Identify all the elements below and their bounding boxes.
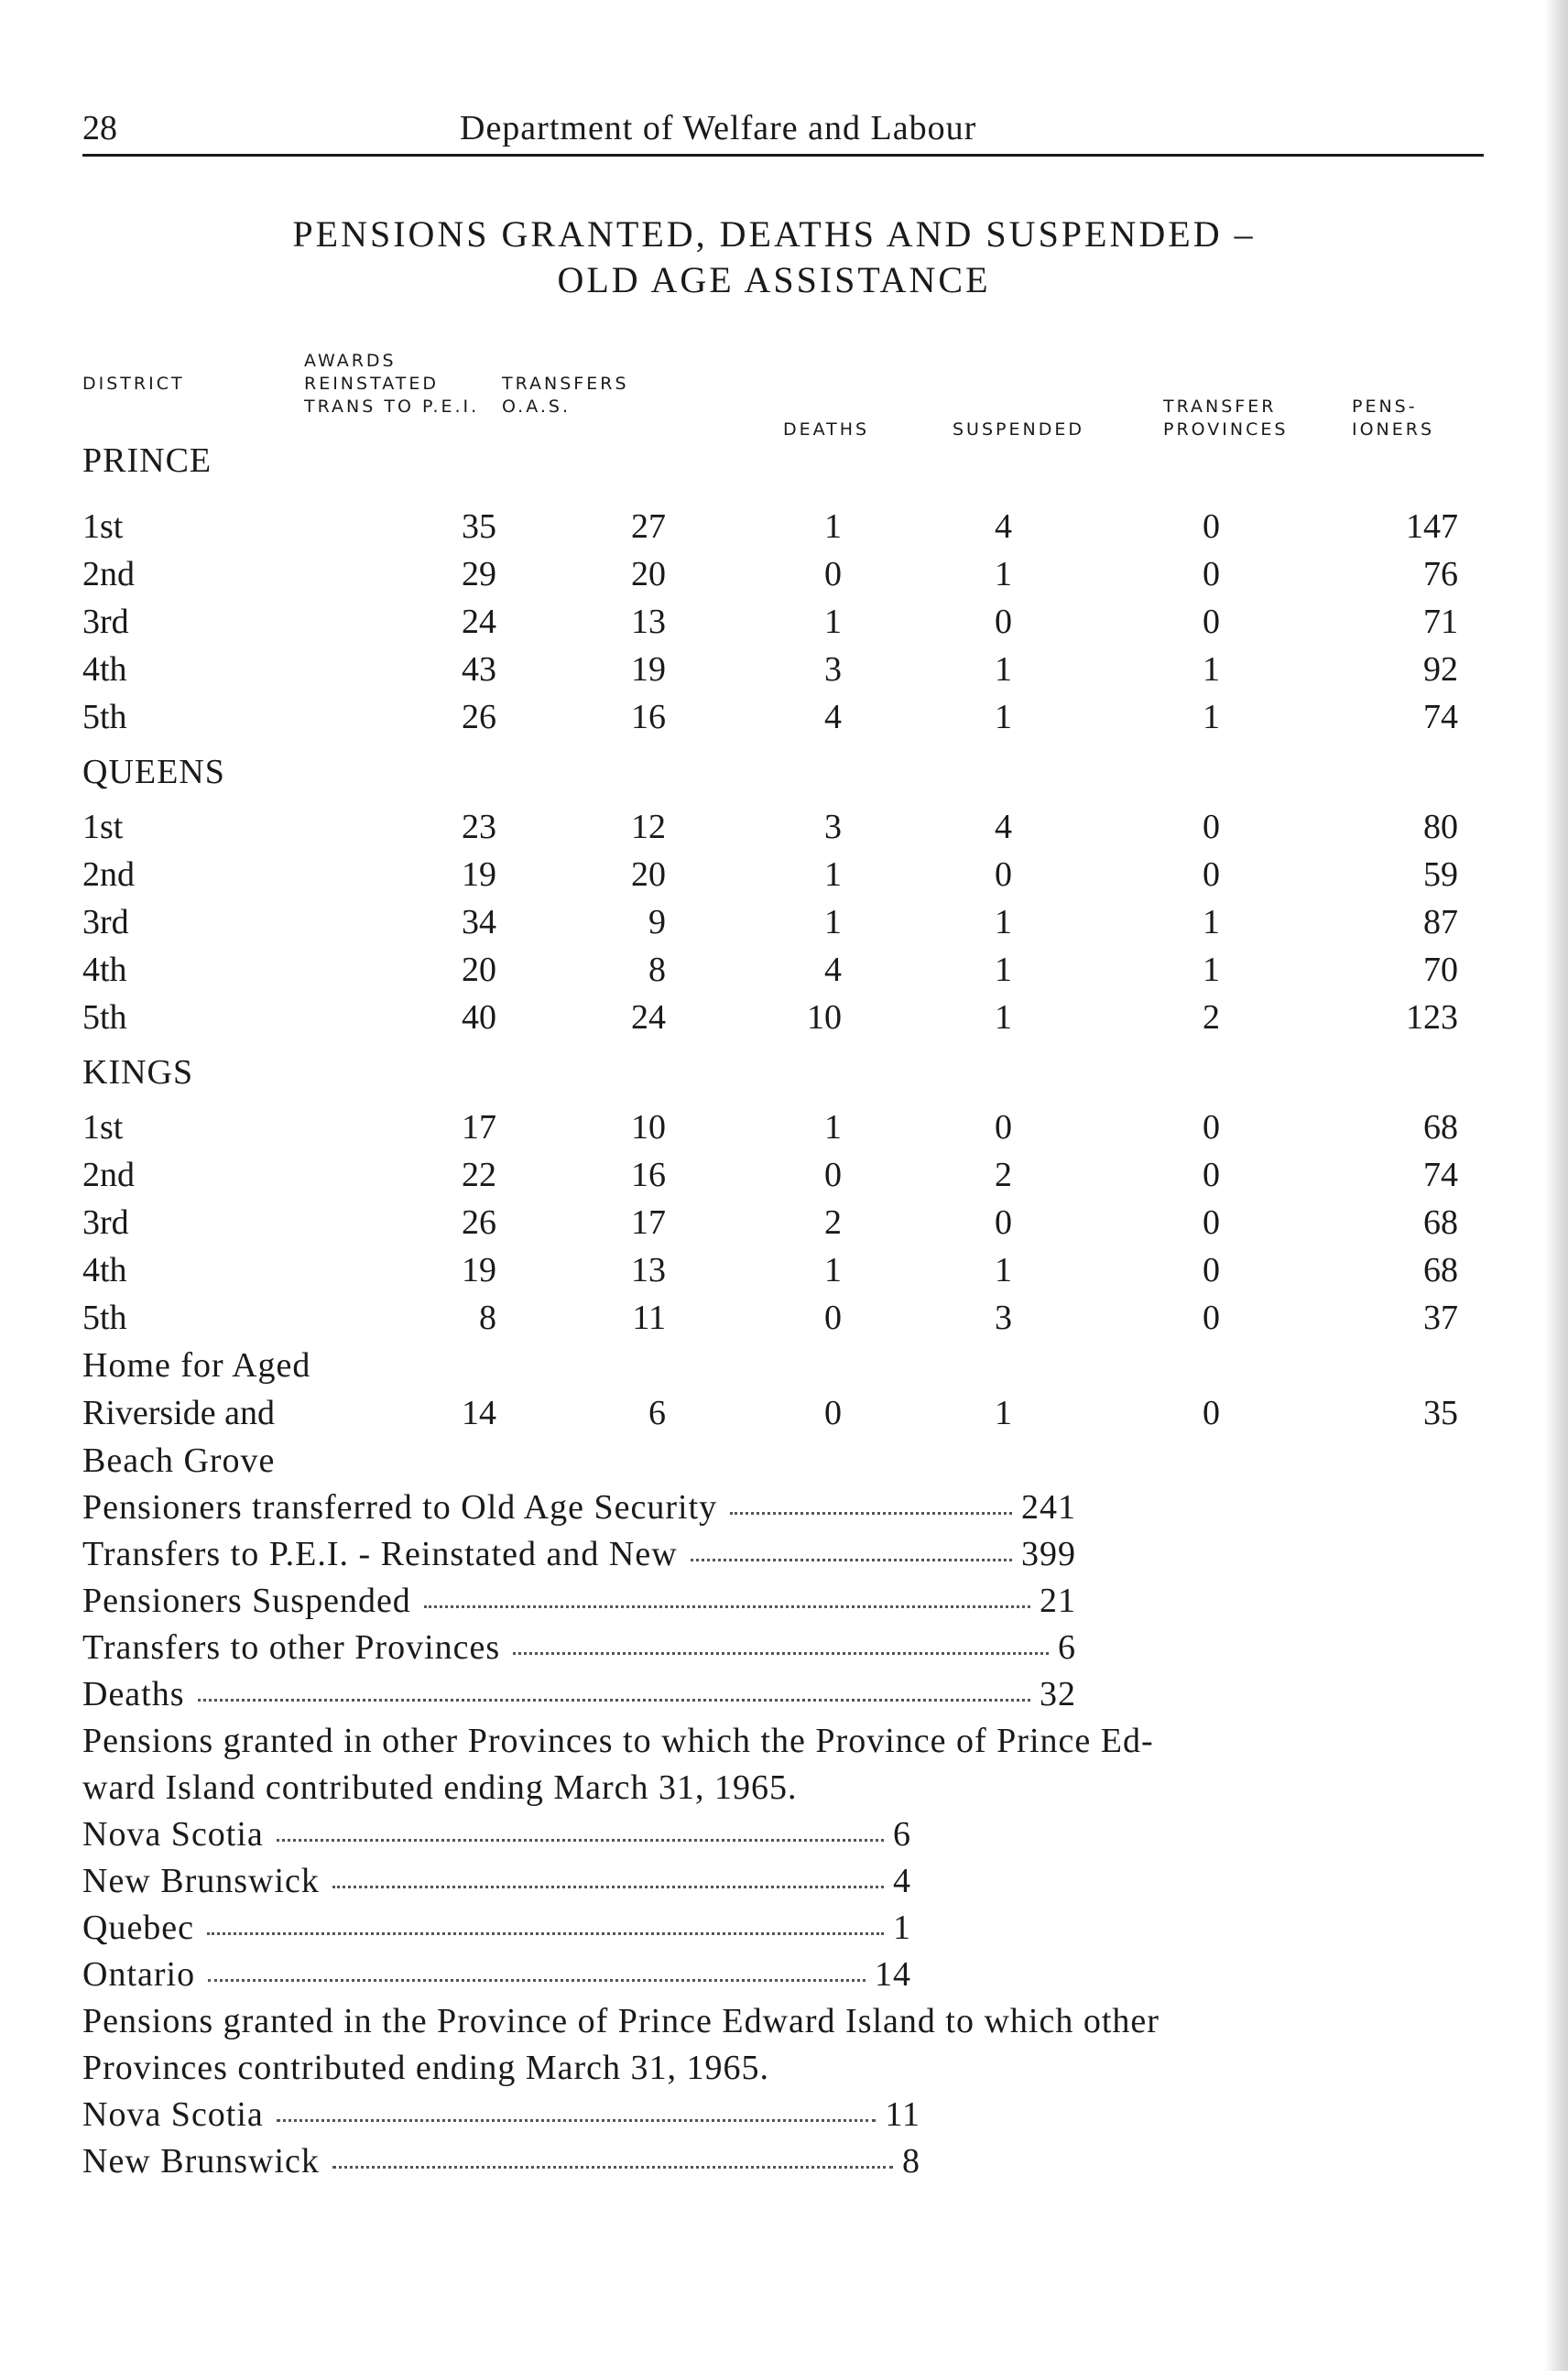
page-number: 28	[82, 109, 117, 147]
cell-transfer-provinces: 0	[1203, 1203, 1220, 1242]
cell-suspended: 1	[995, 1251, 1012, 1289]
table-row	[82, 1246, 1484, 1294]
cell-pensioners: 87	[1423, 903, 1458, 941]
cell-awards: 34	[462, 903, 496, 941]
list-item	[82, 1811, 1484, 1858]
list-item-value: 11	[885, 2095, 920, 2134]
cell-awards: 29	[462, 555, 496, 593]
table-row	[82, 803, 1484, 851]
cell-deaths: 0	[824, 1299, 842, 1337]
cell-district: 3rd	[82, 1203, 129, 1242]
list-item-value: 6	[893, 1815, 911, 1854]
cell-deaths: 0	[824, 555, 842, 593]
cell-deaths: 0	[824, 1156, 842, 1194]
list-item-label: Transfers to P.E.I. - Reinstated and New	[82, 1535, 678, 1573]
col-transfers-oas: TRANSFERS O.A.S.	[502, 374, 629, 417]
cell-transfers: 10	[631, 1108, 666, 1147]
list-item-value: 4	[893, 1862, 911, 1900]
cell-pensioners: 76	[1423, 555, 1458, 593]
cell-awards: 23	[462, 808, 496, 846]
section-heading: QUEENS	[82, 753, 225, 791]
cell-transfer-provinces: 0	[1203, 855, 1220, 894]
cell-awards: 19	[462, 1251, 496, 1289]
section-heading: PRINCE	[82, 441, 212, 480]
page-edge-shadow	[1544, 0, 1568, 2371]
pei-intro-line-2: Provinces contributed ending March 31, 1965.	[82, 2049, 770, 2087]
list-item-label: Quebec	[82, 1909, 195, 1947]
list-item	[82, 1531, 1484, 1578]
cell-district: 1st	[82, 808, 124, 846]
list-item	[82, 1485, 1484, 1531]
cell-suspended: 4	[995, 507, 1012, 546]
cell-deaths: 4	[824, 698, 842, 736]
cell-pensioners: 92	[1423, 650, 1458, 689]
cell-pensioners: 123	[1406, 998, 1458, 1037]
list-item	[82, 1858, 1484, 1905]
page-header	[82, 101, 1484, 157]
cell-awards: 14	[462, 1394, 496, 1432]
cell-district: 1st	[82, 507, 124, 546]
other-provinces-list	[82, 1811, 1484, 1998]
cell-district: 3rd	[82, 903, 129, 941]
cell-transfer-provinces: 2	[1203, 998, 1220, 1037]
cell-awards: 19	[462, 855, 496, 894]
cell-transfers: 27	[631, 507, 666, 546]
table-row	[82, 946, 1484, 994]
table-row	[82, 994, 1484, 1041]
running-title: Department of Welfare and Labour	[460, 109, 977, 147]
cell-district: 3rd	[82, 603, 129, 641]
cell-suspended: 1	[995, 555, 1012, 593]
cell-awards: 43	[462, 650, 496, 689]
col-pensioners: PENS- IONERS	[1352, 397, 1435, 440]
cell-awards: 40	[462, 998, 496, 1037]
list-item-value: 32	[1040, 1675, 1076, 1713]
table-body	[82, 430, 1484, 1342]
other-provinces-intro	[82, 1718, 1456, 1811]
cell-awards: 17	[462, 1108, 496, 1147]
cell-suspended: 0	[995, 1108, 1012, 1147]
cell-transfers: 12	[631, 808, 666, 846]
list-item-label: Transfers to other Provinces	[82, 1628, 501, 1667]
pei-province-list	[82, 2092, 1484, 2185]
list-item-label: Ontario	[82, 1955, 196, 1994]
home-for-aged-row	[82, 1389, 1484, 1437]
cell-deaths: 0	[824, 1394, 842, 1432]
section-heading: KINGS	[82, 1053, 194, 1092]
cell-deaths: 4	[824, 951, 842, 989]
table-row	[82, 550, 1484, 598]
col-awards: AWARDS REINSTATED TRANS TO P.E.I.	[304, 351, 480, 417]
cell-transfer-provinces: 0	[1203, 603, 1220, 641]
list-item	[82, 1952, 1484, 1998]
cell-suspended: 1	[995, 998, 1012, 1037]
cell-pensioners: 68	[1423, 1108, 1458, 1147]
cell-suspended: 3	[995, 1299, 1012, 1337]
cell-district: 5th	[82, 698, 127, 736]
cell-deaths: 3	[824, 650, 842, 689]
list-item-value: 399	[1021, 1535, 1076, 1573]
table-title	[82, 212, 1484, 303]
cell-deaths: 1	[824, 903, 842, 941]
cell-deaths: 1	[824, 1108, 842, 1147]
cell-transfer-provinces: 0	[1203, 1156, 1220, 1194]
list-item-label: Pensioners transferred to Old Age Security	[82, 1488, 718, 1527]
pei-intro	[82, 1998, 1456, 2092]
document-page	[82, 101, 1484, 2185]
cell-pensioners: 70	[1423, 951, 1458, 989]
column-headers	[82, 327, 1484, 440]
cell-pensioners: 37	[1423, 1299, 1458, 1337]
cell-transfers: 13	[631, 603, 666, 641]
cell-suspended: 1	[995, 698, 1012, 736]
cell-transfers: 20	[631, 555, 666, 593]
table-row	[82, 1151, 1484, 1199]
list-item	[82, 1671, 1484, 1718]
cell-awards: 24	[462, 603, 496, 641]
cell-pensioners: 74	[1423, 698, 1458, 736]
cell-transfers: 24	[631, 998, 666, 1037]
cell-pensioners: 35	[1423, 1394, 1458, 1432]
list-item	[82, 1625, 1484, 1671]
list-item-label: Deaths	[82, 1675, 185, 1713]
cell-suspended: 1	[995, 1394, 1012, 1432]
list-item-label: Pensioners Suspended	[82, 1582, 411, 1620]
cell-suspended: 2	[995, 1156, 1012, 1194]
cell-pensioners: 147	[1406, 507, 1458, 546]
cell-transfer-provinces: 0	[1203, 1394, 1220, 1432]
cell-transfers: 16	[631, 698, 666, 736]
cell-district: Riverside and	[82, 1394, 276, 1432]
col-transfer-provinces: TRANSFER PROVINCES	[1163, 397, 1289, 440]
cell-awards: 22	[462, 1156, 496, 1194]
cell-deaths: 1	[824, 1251, 842, 1289]
cell-awards: 26	[462, 1203, 496, 1242]
cell-suspended: 1	[995, 650, 1012, 689]
pei-intro-line-1: Pensions granted in the Province of Prince Edward Island to which other	[82, 2002, 1160, 2040]
list-item-label: Nova Scotia	[82, 1815, 264, 1854]
cell-deaths: 1	[824, 507, 842, 546]
cell-transfer-provinces: 0	[1203, 1299, 1220, 1337]
home-for-aged-label-2: Beach Grove	[82, 1441, 276, 1480]
cell-pensioners: 68	[1423, 1203, 1458, 1242]
col-district: DISTRICT	[82, 374, 185, 394]
cell-transfers: 13	[631, 1251, 666, 1289]
cell-pensioners: 59	[1423, 855, 1458, 894]
cell-suspended: 0	[995, 855, 1012, 894]
home-for-aged-label: Home for Aged	[82, 1346, 311, 1385]
cell-transfers: 17	[631, 1203, 666, 1242]
cell-transfers: 9	[648, 903, 666, 941]
table-row	[82, 1199, 1484, 1246]
col-suspended: SUSPENDED	[953, 419, 1084, 440]
cell-transfer-provinces: 1	[1203, 903, 1220, 941]
list-item-label: New Brunswick	[82, 2142, 320, 2181]
cell-transfer-provinces: 1	[1203, 951, 1220, 989]
cell-district: 2nd	[82, 1156, 135, 1194]
cell-suspended: 0	[995, 1203, 1012, 1242]
cell-transfers: 6	[648, 1394, 666, 1432]
cell-transfers: 19	[631, 650, 666, 689]
cell-transfers: 16	[631, 1156, 666, 1194]
list-item	[82, 2138, 1484, 2185]
cell-awards: 35	[462, 507, 496, 546]
other-provinces-intro-line-2: ward Island contributed ending March 31, 1965.	[82, 1768, 798, 1807]
list-item-value: 1	[893, 1909, 911, 1947]
cell-district: 2nd	[82, 555, 135, 593]
list-item-value: 8	[902, 2142, 920, 2181]
list-item-value: 21	[1040, 1582, 1076, 1620]
cell-transfer-provinces: 1	[1203, 698, 1220, 736]
cell-district: 2nd	[82, 855, 135, 894]
cell-transfer-provinces: 0	[1203, 1251, 1220, 1289]
table-title-line-1: PENSIONS GRANTED, DEATHS AND SUSPENDED –	[292, 213, 1256, 255]
cell-district: 4th	[82, 650, 127, 689]
list-item-value: 241	[1021, 1488, 1076, 1527]
cell-transfer-provinces: 0	[1203, 1108, 1220, 1147]
list-item-value: 14	[875, 1955, 911, 1994]
col-deaths: DEATHS	[783, 419, 870, 440]
cell-awards: 26	[462, 698, 496, 736]
cell-district: 5th	[82, 1299, 127, 1337]
table-row	[82, 646, 1484, 693]
cell-district: 5th	[82, 998, 127, 1037]
other-provinces-intro-line-1: Pensions granted in other Provinces to which the Province of Prince Ed-	[82, 1722, 1154, 1760]
cell-transfers: 20	[631, 855, 666, 894]
list-item	[82, 1905, 1484, 1952]
cell-deaths: 10	[807, 998, 842, 1037]
cell-pensioners: 71	[1423, 603, 1458, 641]
table-row	[82, 851, 1484, 898]
cell-awards: 8	[479, 1299, 496, 1337]
table-title-line-2: OLD AGE ASSISTANCE	[557, 259, 991, 300]
cell-district: 4th	[82, 1251, 127, 1289]
cell-suspended: 1	[995, 951, 1012, 989]
table-row	[82, 898, 1484, 946]
cell-deaths: 1	[824, 855, 842, 894]
cell-deaths: 2	[824, 1203, 842, 1242]
cell-deaths: 3	[824, 808, 842, 846]
cell-transfer-provinces: 1	[1203, 650, 1220, 689]
table-row	[82, 1294, 1484, 1342]
cell-suspended: 4	[995, 808, 1012, 846]
cell-district: 4th	[82, 951, 127, 989]
list-item-value: 6	[1058, 1628, 1076, 1667]
cell-transfer-provinces: 0	[1203, 507, 1220, 546]
summary-list	[82, 1485, 1484, 1718]
cell-district: 1st	[82, 1108, 124, 1147]
table-row	[82, 693, 1484, 741]
cell-pensioners: 68	[1423, 1251, 1458, 1289]
table-row	[82, 503, 1484, 550]
cell-suspended: 1	[995, 903, 1012, 941]
cell-transfers: 11	[632, 1299, 666, 1337]
cell-deaths: 1	[824, 603, 842, 641]
cell-pensioners: 74	[1423, 1156, 1458, 1194]
cell-suspended: 0	[995, 603, 1012, 641]
home-for-aged-block	[82, 1342, 1484, 1485]
list-item	[82, 2092, 1484, 2138]
list-item-label: New Brunswick	[82, 1862, 320, 1900]
list-item	[82, 1578, 1484, 1625]
cell-transfers: 8	[648, 951, 666, 989]
cell-transfer-provinces: 0	[1203, 555, 1220, 593]
table-row	[82, 598, 1484, 646]
cell-awards: 20	[462, 951, 496, 989]
cell-transfer-provinces: 0	[1203, 808, 1220, 846]
list-item-label: Nova Scotia	[82, 2095, 264, 2134]
cell-pensioners: 80	[1423, 808, 1458, 846]
table-row	[82, 1104, 1484, 1151]
